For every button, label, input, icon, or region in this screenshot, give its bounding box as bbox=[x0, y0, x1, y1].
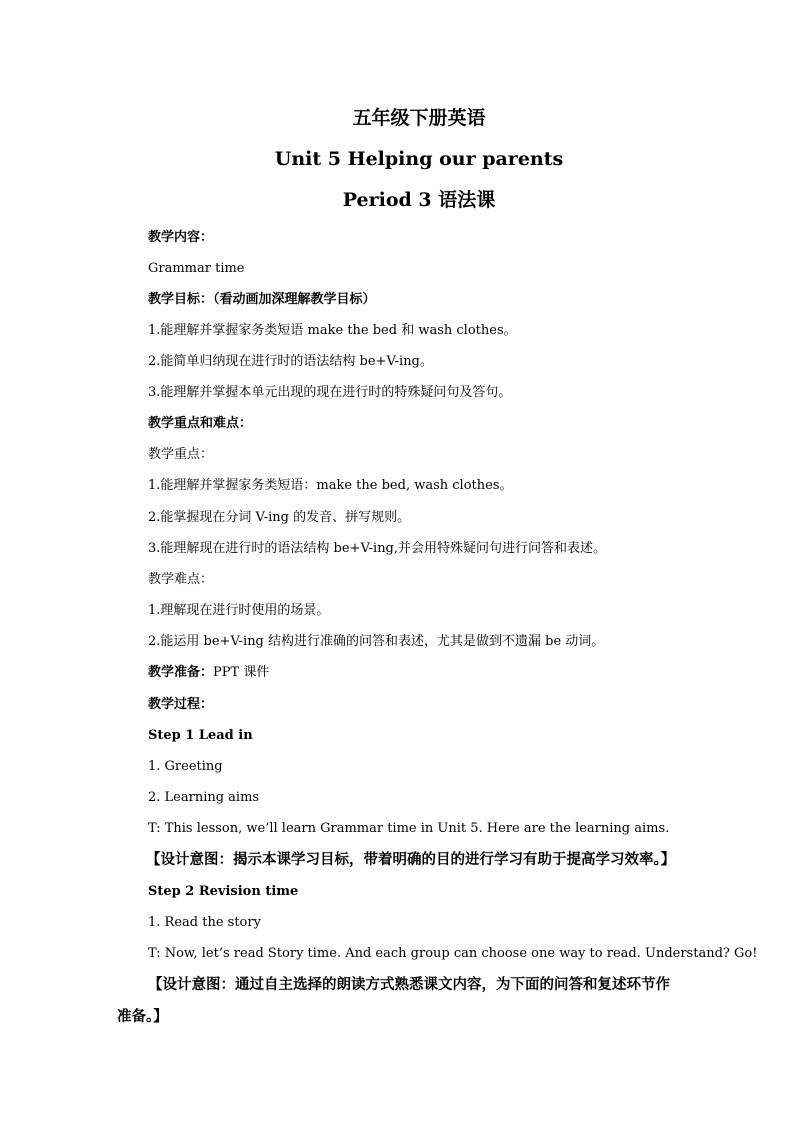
content-heading: 教学内容： bbox=[148, 230, 214, 245]
key-points-heading: 教学重点和难点： bbox=[148, 416, 253, 431]
step1-item: T: This lesson, we’ll learn Grammar time in Unit 5. Here are the learning aims. bbox=[148, 821, 670, 836]
focus-item: 2.能掌握现在分词 V-ing 的发音、拼写规则。 bbox=[148, 510, 411, 525]
focus-item: 1.能理解并掌握家务类短语：make the bed, wash clothes。 bbox=[148, 478, 513, 493]
document-title: 五年级下册英语 bbox=[352, 107, 486, 129]
unit-title: Unit 5 Helping our parents bbox=[274, 148, 564, 170]
focus-item: 3.能理解现在进行时的语法结构 be+V-ing,并会用特殊疑问句进行问答和表述。 bbox=[148, 541, 607, 556]
period-title: Period 3 语法课 bbox=[342, 189, 496, 211]
step1-item: 1. Greeting bbox=[148, 759, 223, 774]
objective-item: 2.能简单归纳现在进行时的语法结构 be+V-ing。 bbox=[148, 354, 433, 369]
content-text: Grammar time bbox=[148, 261, 245, 276]
step2-item: T: Now, let’s read Story time. And each group can choose one way to read. Understand? Go! bbox=[148, 946, 758, 961]
objective-item: 3.能理解并掌握本单元出现的现在进行时的特殊疑问句及答句。 bbox=[148, 385, 512, 400]
step1-title: Step 1 Lead in bbox=[148, 728, 253, 743]
objective-item: 1.能理解并掌握家务类短语 make the bed 和 wash clothes。 bbox=[148, 323, 517, 338]
preparation-line bbox=[148, 664, 269, 682]
difficulty-item: 2.能运用 be+V-ing 结构进行准确的问答和表述，尤其是做到不遗漏 be 动词。 bbox=[148, 634, 605, 649]
process-heading: 教学过程： bbox=[148, 697, 214, 712]
difficulty-label: 教学难点： bbox=[148, 572, 214, 587]
step2-title: Step 2 Revision time bbox=[148, 884, 299, 899]
preparation-text: PPT 课件 bbox=[213, 665, 270, 680]
focus-label: 教学重点： bbox=[148, 447, 214, 462]
step1-intent: 【设计意图：揭示本课学习目标，带着明确的目的进行学习有助于提高学习效率。】 bbox=[146, 851, 676, 868]
preparation-heading: 教学准备： bbox=[148, 665, 214, 680]
objectives-heading: 教学目标：（看动画加深理解教学目标） bbox=[148, 292, 376, 307]
difficulty-item: 1.理解现在进行时使用的场景。 bbox=[148, 603, 330, 618]
step2-item: 1. Read the story bbox=[148, 915, 261, 930]
step2-intent: 【设计意图：通过自主选择的朗读方式熟悉课文内容，为下面的问答和复述环节作准备。】 bbox=[117, 976, 670, 1025]
step1-item: 2. Learning aims bbox=[148, 790, 260, 805]
